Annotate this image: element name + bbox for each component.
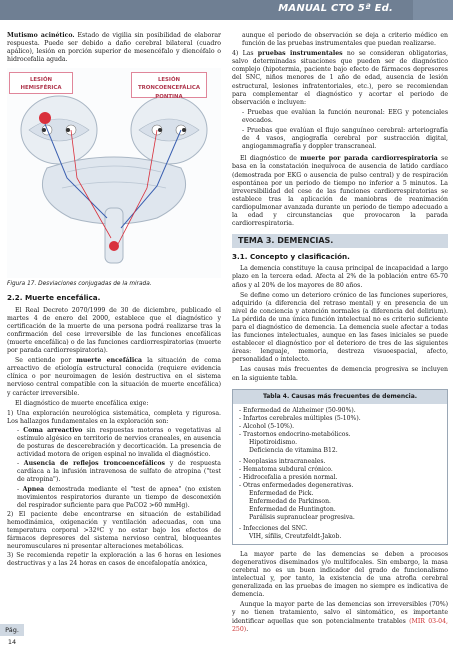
paragraph-real-decreto: El Real Decreto 2070/1999 de 30 de diciembre, publicado el martes 4 de enero del 2000, establece que el diagnóstico y certificación de la muerte de una persona podrá realizarse tras la confirmación del cese irreversible de las funciones encefálicas (muerte encefálica) o de las funciones cardiorrespiratorias (muerte por parada cardiorrespiratoria). — [7, 306, 221, 355]
text: demostrada mediante el "test de apnea" (no existen movimientos respiratorios durante un tiempo de desconexión del respirador suficiente para que PaCO2 >60 mmHg). — [17, 485, 222, 509]
paragraph-degenerativos: La mayor parte de las demencias se deben a procesos degenerativos diseminados y/o multifocales. Sin embargo, la masa cerebral no es un buen indicador del grado de funcionalismo intelectual y, por tanto, la existencia de una atrofia cerebral generalizada en las pruebas de imagen no siempre es indicativa de demencia. — [232, 550, 448, 599]
paragraph-pruebas — [232, 50, 448, 107]
right-column — [232, 32, 448, 636]
paragraph-parada — [232, 155, 448, 228]
text: 4) Las — [232, 50, 258, 58]
manual-title: MANUAL CTO 5ª Ed. — [278, 3, 393, 14]
table-row: - Enfermedad de Alzheimer (50-90%). — [239, 406, 356, 414]
text: la situación de coma arreactivo de etiología estructural conocida (requiere evidencia clínica o por neuroimagen de lesión destructiva en el sistema nervioso central compatible con la situación de muerte encefálica) y carácter irreversible. — [7, 357, 222, 397]
list-item: - Apnea demostrada mediante el "test de apnea" (no existen movimientos respiratorios durante un tiempo de desconexión del respirador suficiente para que PaCO2 >60 mmHg). — [17, 485, 222, 509]
left-column — [7, 32, 221, 569]
table-row: Hipotiroidismo. — [249, 438, 298, 446]
figure-caption: Figura 17. Desviaciones conjugadas de la mirada. — [7, 281, 152, 288]
term-mutismo: Mutismo acinético. — [7, 32, 75, 39]
text: . — [246, 625, 249, 633]
term-parada-cardiorrespiratoria: muerte por parada cardiorrespiratoria — [300, 155, 438, 163]
figure-gaze-deviation — [7, 68, 221, 278]
term: Ausencia de reflejos troncoencefálicos — [23, 460, 166, 468]
chapter-title-demencias: TEMA 3. DEMENCIAS. — [232, 234, 448, 248]
text: no se consideran obligatorias, salvo determinadas situaciones que pueden ser de diagnóstico complejo (hipotermia, paciente bajo efecto de fármacos depresores del SNC, niños menores de 1 año de edad, ausencia de lesión estructural, lesiones infratentoriales, etc.), pero se recomiendan para complementar el diagnóstico y acortar el periodo de observación e incluyen: — [232, 50, 448, 106]
table-row: - Trastornos endocrino-metabólicos. — [239, 430, 351, 438]
paragraph-observacion: aunque el periodo de observación se deja a criterio médico en función de las pruebas instrumentales que puedan realizarse. — [242, 32, 448, 48]
paragraph-mutismo — [7, 32, 221, 64]
brain-diagram-illustration — [7, 68, 221, 278]
text: y de respuesta cardíaca a la infusión intravenosa de sulfato de atropina ("test de atropina"). — [17, 460, 221, 484]
term-muerte-encefalica: muerte encefálica — [76, 357, 142, 365]
list-item: 2) El paciente debe encontrarse en situación de estabilidad hemodinámica, oxigenación y ventilación adecuadas, con una temperatura corporal >32ºC y no estar bajo los efectos de fármacos depresores del sistema nervioso central, bloqueantes neuromusculares ni presentar alteraciones metabólicas. — [7, 510, 221, 551]
paragraph-causas: Las causas más frecuentes de demencia progresiva se incluyen en la siguiente tabla. — [232, 366, 448, 382]
table-row: Deficiencia de vitamina B12. — [249, 446, 338, 454]
table-row: Enfermedad de Pick. — [249, 489, 314, 497]
table-row: Parálisis supranuclear progresiva. — [249, 513, 355, 521]
list-item: 3) Se recomienda repetir la exploración a las 6 horas en lesiones destructivas y a las 24 horas en casos de encefalopatía anóxica, — [7, 552, 221, 568]
criteria-list — [7, 410, 221, 569]
list-item: - Pruebas que evalúan la función neuronal: EEG y potenciales evocados. — [242, 108, 448, 124]
table-row: Enfermedad de Huntington. — [249, 505, 336, 513]
paragraph-exige: El diagnóstico de muerte encefálica exige: — [15, 399, 149, 407]
page-header — [0, 0, 453, 20]
section-title-concepto: 3.1. Concepto y clasificación. — [232, 252, 350, 262]
text: El diagnóstico de — [240, 155, 301, 163]
table-row: - Alcohol (5-10%). — [239, 422, 295, 430]
label-lesion-troncoencefalica: LESIÓN TRONCOENCEFÁLICA PONTINA — [131, 72, 207, 98]
table-causas-demencia — [232, 389, 448, 545]
list-item: 1) Una exploración neurológica sistemática, completa y rigurosa. Los hallazgos fundamentales en la exploración son: — [7, 409, 221, 425]
table-row: - Infartos cerebrales múltiples (5-10%). — [239, 414, 361, 422]
table-body — [233, 404, 447, 544]
list-item: - Coma arreactivo sin respuestas motoras o vegetativas al estímulo algésico en territorio de nervios craneales, en ausencia de posturas de descerebración y decorticación. La presencia de actividad motora de origen espinal no invalida el diagnóstico. — [17, 426, 222, 459]
text: Aunque la mayor parte de las demencias son irreversibles (70%) y no tienen tratamiento, salvo el sintomático, es importante identificar aquellas que son potencialmente tratables — [232, 601, 448, 625]
table-row: VIH, sífilis, Creutzfeldt-Jakob. — [249, 532, 342, 540]
paragraph-demencia-definicion: Se define como un deterioro crónico de las funciones superiores, adquirido (a diferencia del retraso mental) y en presencia de un nivel de conciencia y atención normales (a diferencia del delirium). La pérdida de una única función intelectual no es criterio suficiente para el diagnóstico de demencia. La demencia suele afectar a todas las funciones intelectuales, aunque en las fases iniciales se puede establecer el diagnóstico por el deterioro de tres de las siguientes áreas: lenguaje, memoria, destreza visuoespacial, afecto, personalidad o intelecto. — [232, 291, 448, 364]
mir-reference-link[interactable]: (MIR 03-04, 250) — [232, 617, 449, 633]
table-row: - Infecciones del SNC. — [239, 524, 308, 532]
paragraph-demencia-causa: La demencia constituye la causa principal de incapacidad a largo plazo en la tercera edad. Afecta al 2% de la población entre 65-70 años y al 20% de los mayores de 80 años. — [232, 265, 448, 289]
table-row: - Otras enfermedades degenerativas. — [239, 481, 354, 489]
text: sin respuestas motoras o vegetativas al estímulo algésico en territorio de nervios craneales, en ausencia de posturas de descerebración y decorticación. La presencia de actividad motora de origen espinal no invalida el diagnóstico. — [17, 426, 222, 459]
table-row: - Hematoma subdural crónico. — [239, 465, 333, 473]
table-title: Tabla 4. Causas más frecuentes de demencia. — [233, 390, 447, 404]
table-row: - Neoplasias intracraneales. — [239, 457, 326, 465]
term: Coma arreactivo — [23, 426, 83, 434]
page-number: Pág. 14 — [0, 624, 24, 636]
paragraph-irreversibles — [232, 601, 448, 633]
section-title-muerte-encefalica: 2.2. Muerte encefálica. — [7, 293, 101, 303]
header-accent-block — [413, 0, 453, 20]
table-row: - Hidrocefalia a presión normal. — [239, 473, 338, 481]
term-pruebas-instrumentales: pruebas instrumentales — [257, 50, 343, 58]
label-lesion-hemisferica: LESIÓN HEMISFÉRICA — [9, 72, 73, 94]
term: Apnea — [22, 485, 45, 493]
list-item: - Ausencia de reflejos troncoencefálicos y de respuesta cardíaca a la infusión intravenosa de sulfato de atropina ("test de atropina"). — [17, 460, 221, 484]
paragraph-definicion — [7, 357, 221, 397]
text: se basa en la constatación inequívoca de ausencia de latido cardíaco (demostrada por EKG o ausencia de pulso central) y de respiración espontánea por un periodo de tiempo no inferior a 5 minutos. La irreversibilidad del cese de las funciones cardiorrespiratorias se establece tras la aplicación de maniobras de reanimación cardiopulmonar avanzada durante un periodo de tiempo adecuado a la edad y circunstancias que provocaron la parada cardiorrespiratoria. — [232, 155, 448, 228]
text: Se entiende por — [15, 357, 77, 365]
table-row: Enfermedad de Parkinson. — [249, 497, 331, 505]
list-item: - Pruebas que evalúan el flujo sanguíneo cerebral: arteriografía de 4 vasos, angiografía cerebral por sustracción digital, angiogammagrafía y doppler transcraneal. — [242, 127, 448, 151]
text: Estado de vigilia sin posibilidad de elaborar respuesta. Puede ser debido a daño cerebral bilateral (cuadro apálico), lesión en porción superior de mesencéfalo y diencéfalo o hidrocefalia aguda. — [7, 32, 221, 64]
